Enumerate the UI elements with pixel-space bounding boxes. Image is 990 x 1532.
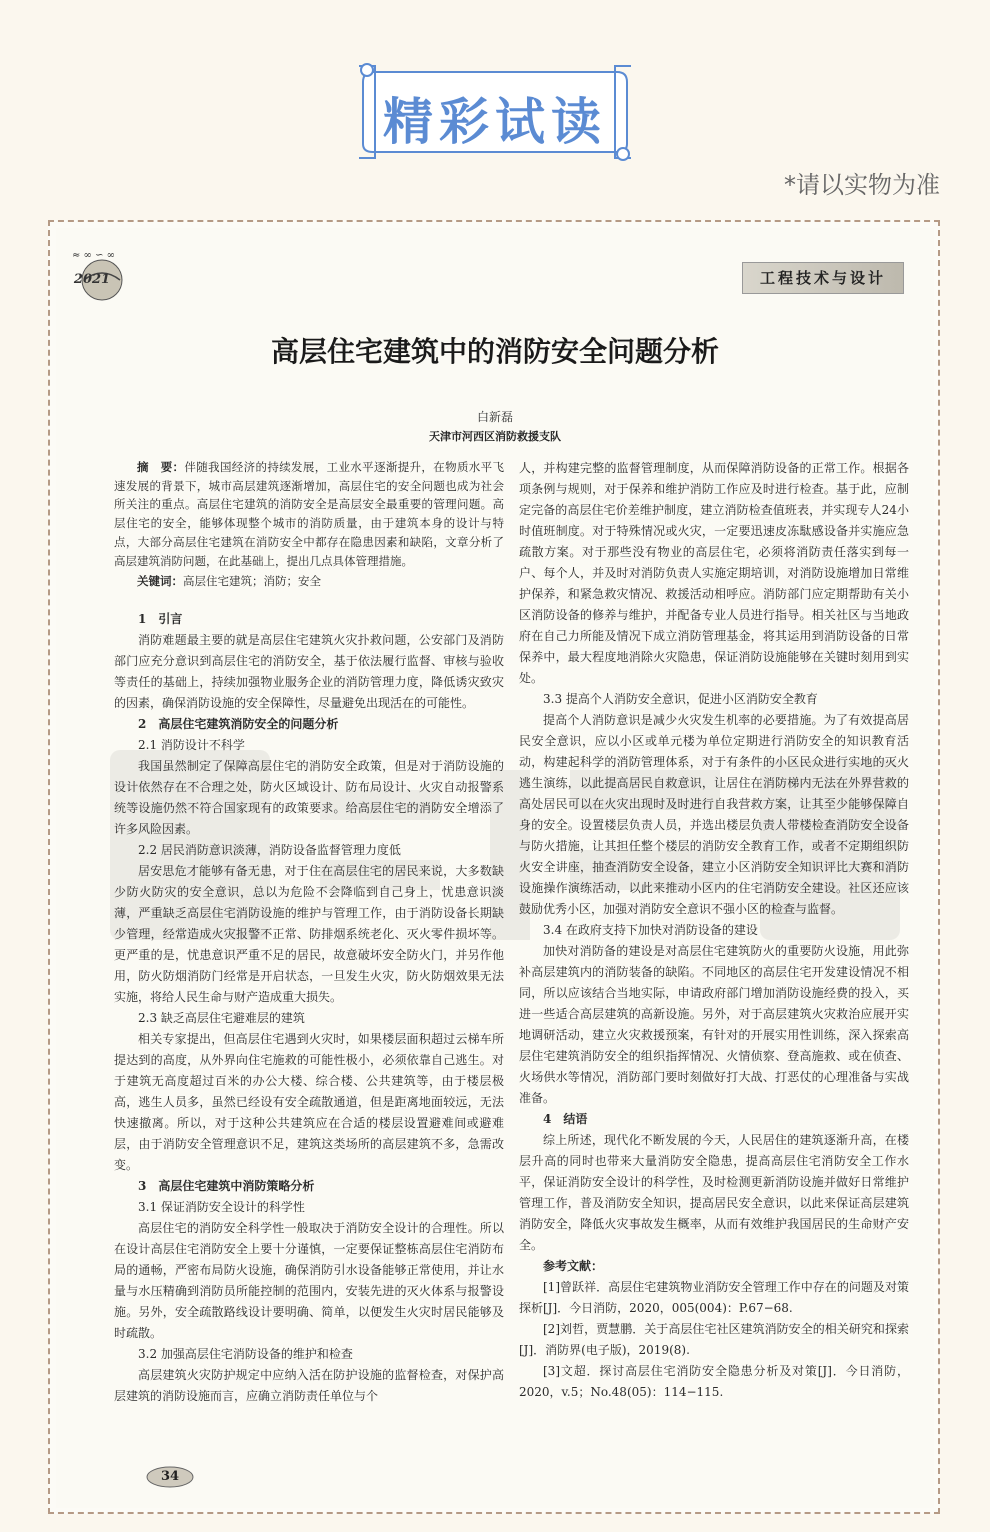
reference-item: [1]曾跃祥．高层住宅建筑物业消防安全管理工作中存在的问题及对策探析[J]．今日消防，2020，005(004)：P.67−68. [519,1280,909,1315]
article-title: 高层住宅建筑中的消防安全问题分析 [270,335,719,368]
section-tag [742,262,904,294]
subheading-3-4: 3.4 在政府支持下加快对消防设备的建设 [543,923,758,937]
left-column [114,458,504,1407]
heading-1: 1 引言 [138,611,183,626]
reference-item: [3]文超．探讨高层住宅消防安全隐患分析及对策[J]．今日消防，2020，v.5；No.48(05)：114−115. [519,1364,909,1399]
paragraph: 提高个人消防意识是减少火灾发生机率的必要措施。为了有效提高居民安全意识，应以小区或单元楼为单位定期进行消防安全的知识教育活动，构建起科学的消防管理体系，对于有条件的小区民众进行实地的灭火逃生演练，以此提高居民自救意识，让居住在消防梯内无法在外界营救的高处居民可以在火灾出现时及时进行自我营救方案，让其至少能够保障自身的安全。设置楼层负责人员，并选出楼层负责人带楼检查消防安全设备与防火措施，让其担任整个楼层的消防安全教育工作，或者不定期组织防火安全讲座，抽查消防安全设备，建立小区消防安全知识评比大赛和消防设施操作演练活动，以此来推动小区内的住宅消防安全建设。社区还应该鼓励优秀小区，加强对消防安全意识不强小区的检查与监督。 [519,713,909,916]
svg-text:≈ ∞ ∽ ∞: ≈ ∞ ∽ ∞ [72,250,115,261]
subheading-3-3: 3.3 提高个人消防安全意识，促进小区消防安全教育 [543,692,818,706]
heading-2: 2 高层住宅建筑消防安全的问题分析 [138,716,339,731]
heading-4: 4 结语 [543,1112,588,1126]
heading-3: 3 高层住宅建筑中消防策略分析 [138,1178,315,1193]
subheading-2-1: 2.1 消防设计不科学 [138,737,245,752]
paragraph: 居安思危才能够有备无患，对于住在高层住宅的居民来说，大多数缺少防火防灾的安全意识，总以为危险不会降临到自己身上，忧患意识淡薄，严重缺乏高层住宅消防设施的维护与管理工作，由于消防设备长期缺少管理，经常造成火灾报警不正常、防排烟系统老化、灭火零件损坏等。更严重的是，忧患意识严重不足的居民，故意破坏安全防火门，并另作他用，防火防烟消防门经常是开启状态，一旦发生火灾，防火防烟效果无法实施，将给人民生命与财产造成重大损失。 [114,863,504,1004]
paragraph: 消防难题最主要的就是高层住宅建筑火灾扑救问题，公安部门及消防部门应充分意识到高层住宅的消防安全，基于依法履行监督、审核与验收等责任的基础上，持续加强物业服务企业的消防管理力度，降低诱灾致灾的因素，确保消防设施的安全保障性，尽量避免出现活在的可能性。 [114,632,504,710]
paragraph: 人，并构建完整的监督管理制度，从而保障消防设备的正常工作。根据各项条例与规则，对于保养和维护消防工作应及时进行检查。基于此，应制定完备的高层住宅价差维护制度，建立消防检查值班表，并实现专人24小时值班制度。对于特殊情况或火灾，一定要迅速皮冻駄感设备并实施应急疏散方案。对于那些没有物业的高层住宅，必须将消防责任落实到每一户、每个人，并及时对消防负责人实施定期培训，对消防设施增加日常维护保养，和紧急救灾情况、救援活动相呼应。消防部门应定期帮助有关小区消防设备的修养与维护，并配备专业人员进行指导。相关社区与当地政府在自己力所能及情况下成立消防管理基金，将其运用到消防设备的日常保养中，最大程度地消除火灾隐患，保证消防设施能够在关键时刻用到实处。 [519,461,909,685]
paragraph: 综上所述，现代化不断发展的今天，人民居住的建筑逐渐升高，在楼层升高的同时也带来大量消防安全隐患，提高高层住宅消防安全工作水平，保证消防安全设计的科学性，及时检测更新消防设施并做好日常维护管理工作，普及消防安全知识，提高居民安全意识，以此来保证高层建筑消防安全，降低火灾事故发生概率，从而有效维护我国居民的生命财产安全。 [519,1133,909,1252]
banner-title: 精彩试读 [383,93,607,151]
section-tag-label: 工程技术与设计 [759,269,886,287]
page-number [145,1465,195,1489]
references-heading: 参考文献： [543,1259,604,1273]
article-author: 白新磊 [476,410,513,424]
right-column [519,458,909,1403]
journal-year: 2021 [73,272,111,287]
abstract [114,458,504,591]
subheading-3-1: 3.1 保证消防安全设计的科学性 [138,1199,305,1214]
keywords-text: 高层住宅建筑；消防；安全 [183,574,321,589]
author-affiliation: 天津市河西区消防救援支队 [429,430,561,443]
keywords-label: 关键词： [137,574,183,589]
abstract-text: 伴随我国经济的持续发展，工业水平逐渐提升，在物质水平飞速发展的背景下，城市高层建筑逐渐增加，高层住宅的安全问题也成为社会所关注的重点。高层住宅建筑的消防安全是高层安全最重要的管理问题。高层住宅的安全，能够体现整个城市的消防质量，由于建筑本身的设计与特点，大部分高层住宅建筑在消防安全中都存在隐患因素和缺陷，文章分析了高层建筑消防问题，在此基础上，提出几点具体管理措施。 [114,460,505,568]
paragraph: 我国虽然制定了保障高层住宅的消防安全政策，但是对于消防设施的设计依然存在不合理之处，防火区域设计、防布局设计、火灾自动报警系统等设施仍然不符合国家现有的政策要求。给高层住宅的消防安全增添了许多风险因素。 [114,758,504,836]
paragraph: 高层住宅的消防安全科学性一般取决于消防安全设计的合理性。所以在设计高层住宅消防安全上要十分谨慎，一定要保证整栋高层住宅消防布局的通畅，严密布局防火设施，确保消防引水设备能够正常使用，并让水量与水压精确到消防员所能控制的范围内，安装先进的灭火体系与报警设施。另外，安全疏散路线设计要明确、简单，以便发生火灾时居民能够及时疏散。 [114,1220,504,1340]
paragraph: 相关专家提出，但高层住宅遇到火灾时，如果楼层面积超过云梯车所提达到的高度，从外界向住宅施救的可能性极小，必须依靠自己逃生。对于建筑无高度超过百米的办公大楼、综合楼、公共建筑等，由于楼层极高，逃生人员多，虽然已经设有安全疏散通道，但是距离地面较远，无法快速撤离。所以，对于这种公共建筑应在合适的楼层设置避难间或避难层，由于消防安全管理意识不足，建筑这类场所的高层建筑不多，急需改变。 [114,1031,504,1172]
reference-item: [2]刘哲，贾慧鹏．关于高层住宅社区建筑消防安全的相关研究和探索[J]．消防界(电子版)，2019(8). [519,1322,909,1357]
subheading-2-3: 2.3 缺乏高层住宅避难层的建筑 [138,1010,305,1025]
subheading-2-2: 2.2 居民消防意识淡薄，消防设备监督管理力度低 [138,842,401,857]
subheading-3-2: 3.2 加强高层住宅消防设备的维护和检查 [138,1346,353,1361]
page-number-label: 34 [160,1469,180,1484]
abstract-label: 摘 要： [137,460,185,474]
disclaimer-note: *请以实物为准 [784,171,940,199]
banner [355,62,635,162]
paragraph: 高层建筑火灾防护规定中应纳入活在防护设施的监督检查，对保护高层建筑的消防设施而言，应确立消防责任单位与个 [114,1367,504,1403]
paragraph: 加快对消防备的建设是对高层住宅建筑防火的重要防火设施，用此弥补高层建筑内的消防装备的缺陷。不同地区的高层住宅开发建设情况不相同，所以应该结合当地实际，申请政府部门增加消防设施经费的投入，买进一些适合高层建筑的高新设施。另外，对于高层建筑火灾救治应展开实地调研活动，建立火灾救援预案，有针对的开展实用性训练，深入探索高层住宅建筑消防安全的组织指挥情况、火情侦察、登高施救、或在侦查、火场供水等情况，消防部门要时刻做好打大战、打恶仗的心理准备与实战准备。 [519,944,909,1105]
